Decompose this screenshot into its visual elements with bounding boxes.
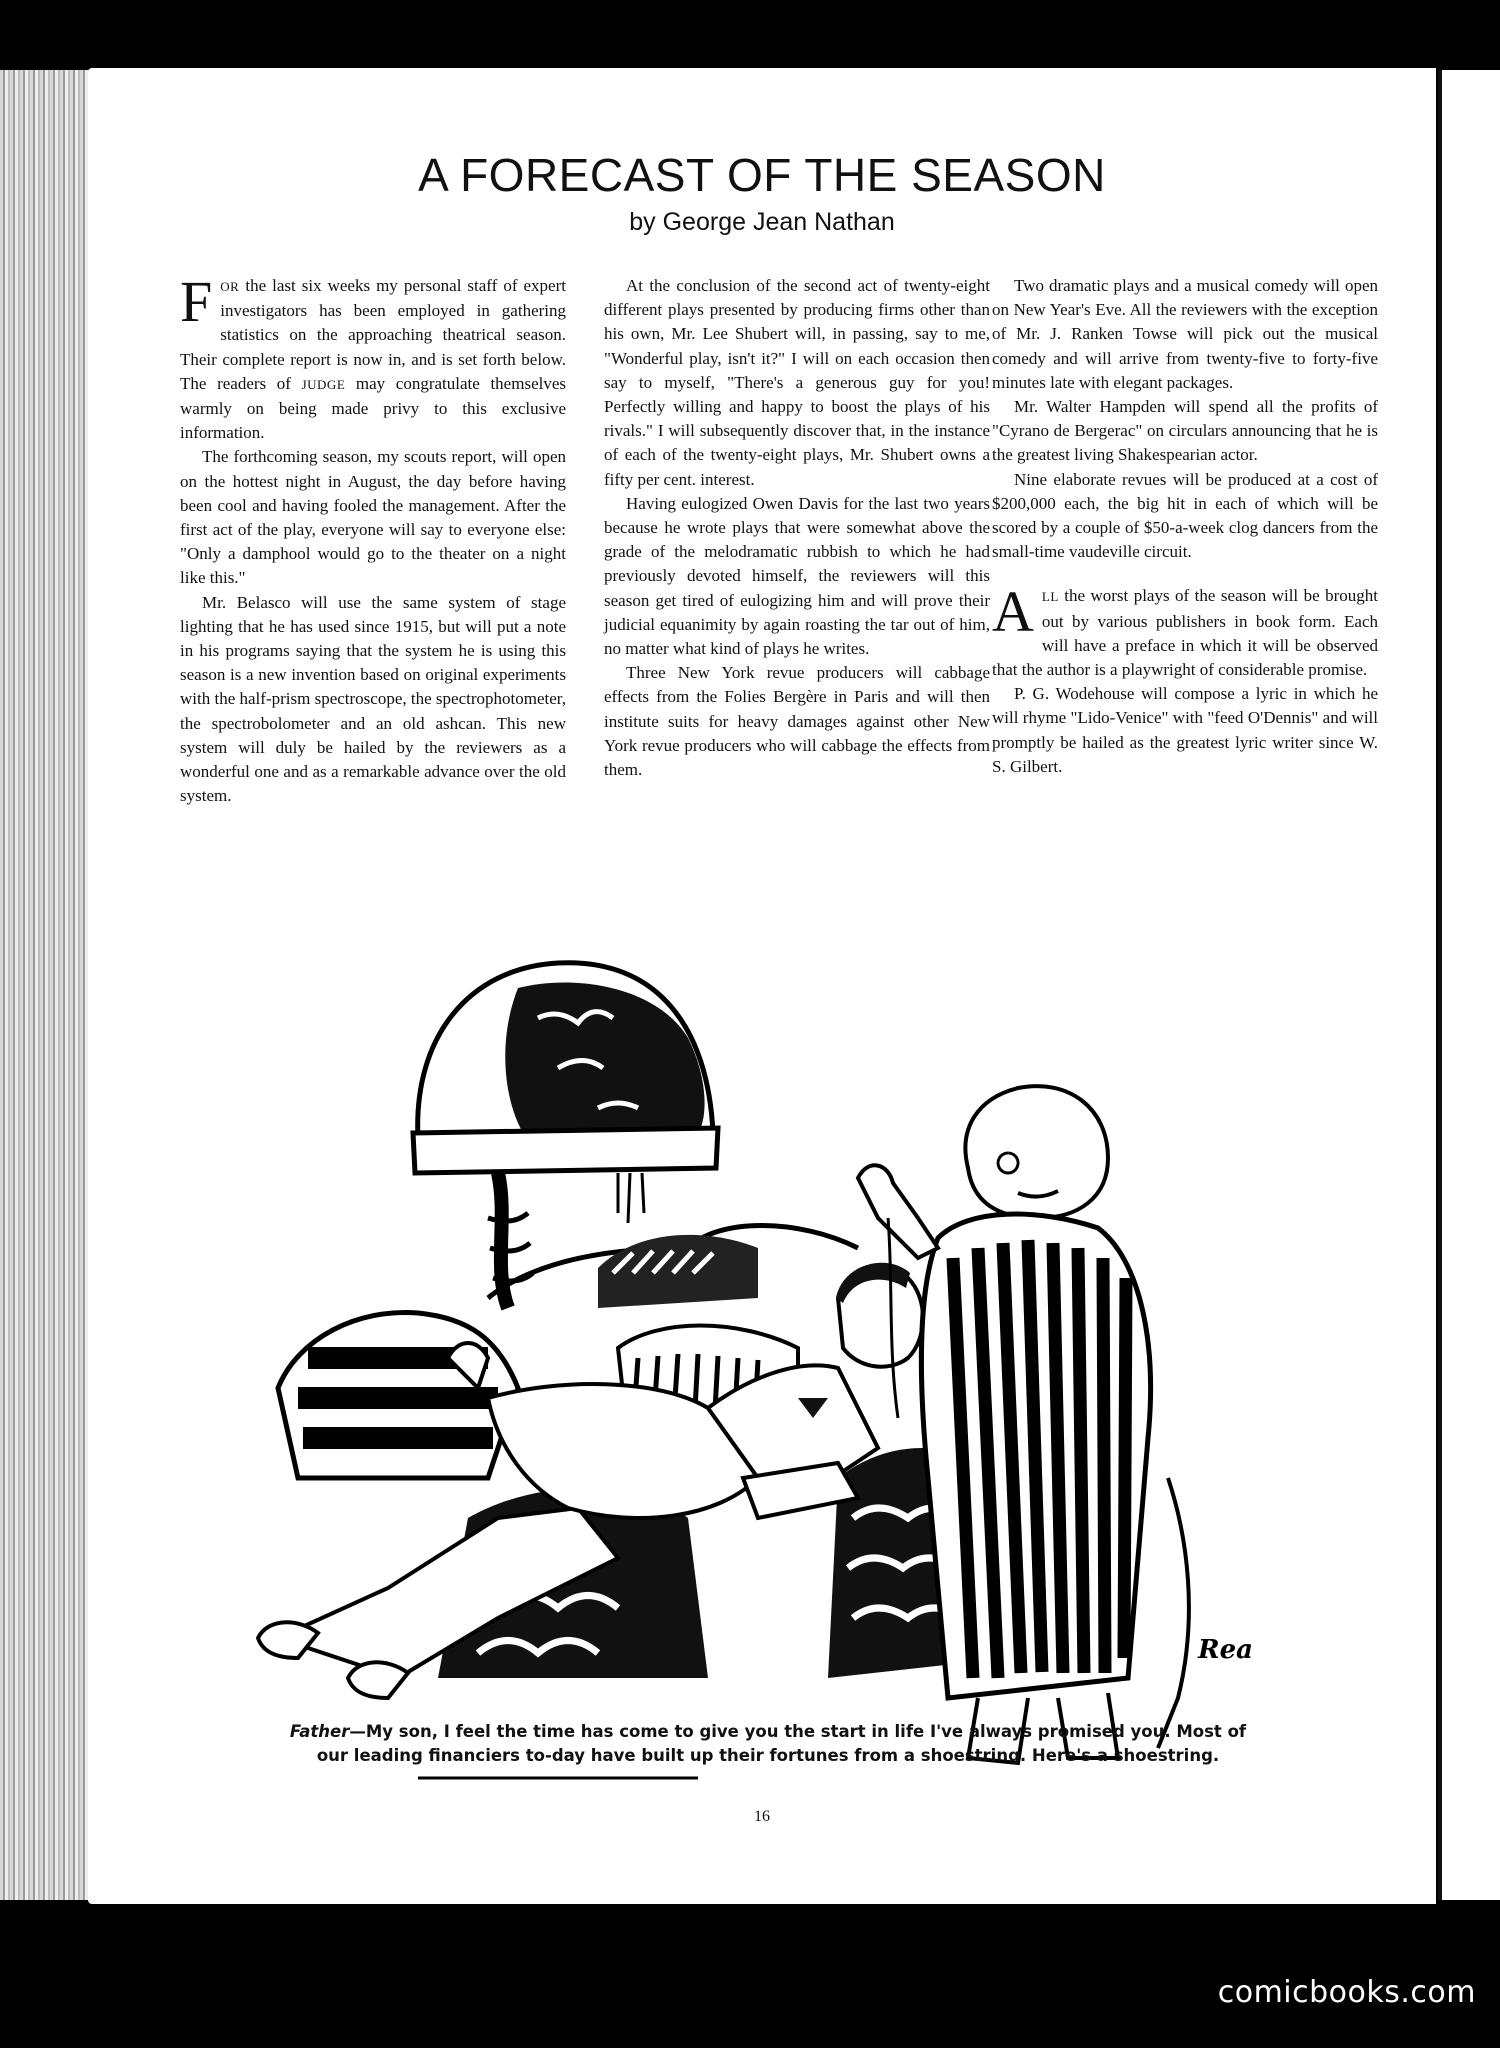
text-column-3 xyxy=(992,274,1378,779)
book-spine-edges xyxy=(0,70,90,1900)
paragraph: FOR the last six weeks my personal staff of expert investigators has been employed in gathering statistics on the approaching theatrical season. Their complete report is now in, and is set forth below. The readers of JUDGE may congratulate themselves warmly on being made privy to this exclusive information. xyxy=(180,269,566,443)
caption-text: —My son, I feel the time has come to give you the start in life I've always promised you. Most of our leading financiers to-day have built up their fortunes from a shoestring. Here's a shoestring. xyxy=(316,1722,1247,1765)
article-byline: by George Jean Nathan xyxy=(629,208,895,236)
small-caps-text: LL xyxy=(1041,589,1059,605)
paragraph: Three New York revue producers will cabbage effects from the Folies Bergère in Paris and will then institute suits for heavy damages against other New York revue producers who will cabbage the effects from them. xyxy=(604,663,990,780)
facing-page-edge xyxy=(1438,70,1500,1900)
magazine-name: JUDGE xyxy=(301,376,346,392)
paragraph: At the conclusion of the second act of twenty-eight different plays presented by producing firms other than his own, Mr. Lee Shubert will, in passing, say to me, "Wonderful play, isn't it?" I will on each occasion then say to myself, "There's a generous guy for you! Perfectly willing and happy to boost the plays of his rivals." I will subsequently discover that, in the instance of each of the twenty-eight plays, Mr. Shubert owns a fifty per cent. interest. xyxy=(604,276,990,489)
paragraph: Nine elaborate revues will be produced at a cost of $200,000 each, the big hit in each of which will be scored by a couple of $50-a-week clog dancers from the small-time vaudeville circuit. xyxy=(992,469,1378,562)
cartoon-caption xyxy=(288,1720,1248,1768)
paragraph: Mr. Walter Hampden will spend all the profits of "Cyrano de Bergerac" on circulars announcing that he is the greatest living Shakespearian actor. xyxy=(992,397,1378,465)
text-column-2 xyxy=(604,274,990,782)
paragraph: The forthcoming season, my scouts report, will open on the hottest night in August, the day before having been cool and having fooled the management. After the first act of the play, everyone will say to everyone else: "Only a damphool would go to the theater on a night like this." xyxy=(180,447,566,588)
magazine-page xyxy=(88,68,1436,1904)
drop-cap: A xyxy=(992,579,1034,645)
text-column-1 xyxy=(180,269,566,808)
small-caps-text: OR xyxy=(220,279,240,294)
paragraph: P. G. Wodehouse will compose a lyric in which he will rhyme "Lido-Venice" with "feed O'Dennis" and will promptly be hailed as the greatest lyric writer since W. S. Gilbert. xyxy=(992,684,1378,776)
watermark: comicbooks.com xyxy=(1217,1975,1476,2010)
drop-cap: F xyxy=(180,269,213,334)
paragraph: Mr. Belasco will use the same system of stage lighting that he has used since 1915, but will put a note in his programs saying that the system he is using this season is a new invention based on original experiments with the half-prism spectroscope, the spectrophotometer, the spectrobolometer and an old ashcan. This new system will duly be hailed by the reviewers as a wonderful one and as a remarkable advance over the old system. xyxy=(180,592,566,806)
cartoon-illustration xyxy=(238,918,1388,1788)
paragraph: Having eulogized Owen Davis for the last two years because he wrote plays that were somewhat above the grade of the melodramatic rubbish to which he had previously devoted himself, the reviewers will this season get tired of eulogizing him and will prove their judicial equanimity by again roasting the tar out of him, no matter what kind of plays he writes. xyxy=(604,493,990,659)
article-title: A FORECAST OF THE SEASON xyxy=(418,149,1106,201)
caption-speaker: Father xyxy=(289,1722,350,1741)
page-number: 16 xyxy=(754,1808,770,1825)
paragraph: Two dramatic plays and a musical comedy will open on New Year's Eve. All the reviewers with the exception of Mr. J. Ranken Towse will pick out the musical comedy and will arrive from twenty-five to forty-five minutes late with elegant packages. xyxy=(992,276,1378,392)
artist-signature: Rea xyxy=(1198,1635,1253,1665)
paragraph: ALL the worst plays of the season will be brought out by various publishers in book form. Each will have a preface in which it will be observed that the author is a playwright of considerable promise. xyxy=(992,579,1378,680)
